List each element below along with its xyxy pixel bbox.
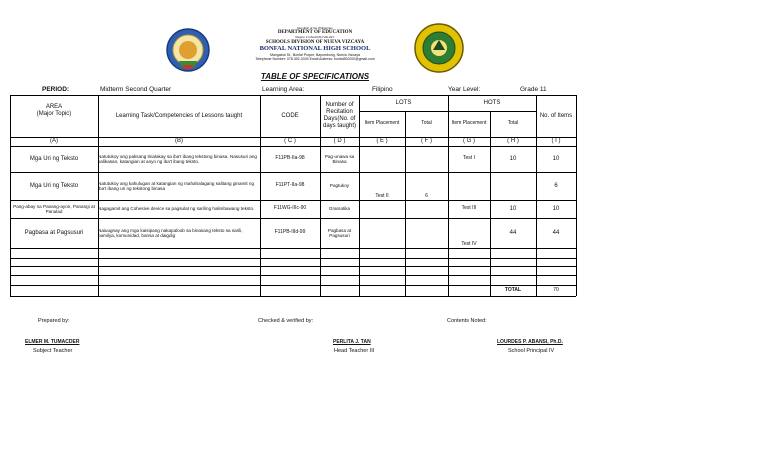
table-rule [320,95,321,296]
school-contact: Telephone Number: 078-392-0330 Email Address: bonfal300200@gmail.com [255,56,375,61]
period-value: Midterm Second Quarter [100,86,172,93]
table-rule [359,95,360,296]
checked-name: PERLITA J. TAN [333,339,371,345]
row-days: Pagtukoy [329,183,350,189]
prepared-name: ELMER M. TUMACDER [25,339,80,345]
row-hots-item: Test I [463,155,475,162]
prepared-label: Prepared by: [38,318,70,324]
noted-label: Contents Noted: [447,318,487,324]
row-code: F11PB-IIId-99 [274,229,306,236]
table-rule [10,266,576,267]
row-code: F11WG-IIIc-90 [273,205,307,212]
prepared-title: Subject Teacher [33,348,73,354]
table-rule [10,258,576,259]
table-rule [10,296,576,297]
row-area: Pang-abay na Panang-ayon, Panangi at Panulad [13,203,95,214]
column-letter: ( F ) [421,138,432,145]
school-seal-icon [413,22,465,74]
column-letter: (A) [50,138,58,145]
division-text: SCHOOLS DIVISION OF NUEVA VIZCAYA [265,39,365,45]
period-label: PERIOD: [42,86,70,93]
total-label: TOTAL [504,286,522,293]
row-num-items: 10 [552,155,560,162]
row-lots-item [359,218,405,248]
row-lots-total [405,200,448,218]
row-code: F11PT-IIa-98 [275,182,305,189]
row-hots-total [490,172,536,200]
row-hots-item [448,172,490,200]
header-lots: LOTS [395,99,412,106]
column-letter: ( I ) [551,138,561,145]
table-rule [10,248,576,249]
header-lots-item: Item Placement [364,120,400,127]
header-hots-total: Total [507,120,519,127]
year-level-value: Grade 11 [520,86,547,93]
header-hots: HOTS [483,99,501,106]
header-competencies: Learning Task/Competencies of Lessons taught [115,112,243,119]
column-letter: ( D ) [333,138,346,145]
table-rule [10,137,576,138]
row-area: Pagbasa at Pagsusuri [24,229,84,236]
total-value: 70 [553,286,559,293]
header-hots-item: Item Placement [451,120,487,127]
noted-name: LOURDES P. ABANSI, Ph.D. [497,339,563,345]
learning-area-label: Learning Area: [262,86,305,93]
row-num-items: 10 [552,205,560,212]
column-letter: ( H ) [507,138,519,145]
republic-text: Republic of the Philippines [297,26,333,30]
row-competency: Nagagamit ang Cohesive device sa pagsulat ng sariling halimbawang teksto. [98,206,255,212]
column-letter: ( G ) [463,138,475,145]
deped-seal-icon [165,27,211,73]
table-rule [10,172,576,173]
row-hots-item: Test III [461,205,477,212]
table-rule [10,285,576,286]
row-lots-total [405,218,448,248]
row-lots-item [359,146,405,172]
header-lots-total: Total [421,120,432,127]
row-days: Pagbasa at Pagsusuri [327,227,352,238]
learning-area-value: Filipino [372,86,393,93]
checked-label: Checked & verified by: [258,318,314,324]
row-area: Mga Uri ng Teksto [29,182,79,189]
header-num-items: No. of Items [539,112,573,119]
header-days: Number of Recitation Days(No. of days taught) [322,102,357,129]
header-code: CODE [281,112,299,119]
table-rule [490,111,491,296]
region-text: Region 2 CAGAYAN VALLEY [295,35,335,40]
column-letter: (B) [175,138,183,145]
table-rule [448,95,449,296]
table-rule [10,218,576,219]
column-letter: ( E ) [376,138,388,145]
header-area: AREA (Major Topic) [36,104,72,117]
table-rule [10,200,576,201]
row-competency: Naiuugnay ang mga kaisipang nakapaloob sa binasang teksto sa sarili, pamilya, komunidad, bansa at daigdig [98,227,243,238]
row-lots-item: Test II [375,193,389,200]
table-rule [536,95,537,296]
row-num-items: 6 [554,182,558,189]
table-rule [576,95,577,296]
table-rule [10,95,11,296]
row-days: Pag-unawa sa Binasa [324,153,355,164]
row-area: Mga Uri ng Teksto [29,155,79,162]
row-hots-total: 10 [509,205,517,212]
table-rule [10,275,576,276]
row-lots-item [359,200,405,218]
row-competency: Natutukoy ang kahulugan at katangian ng mahahalagang salitang ginamit ng iba't ibang uri ng tekstong binasa [98,180,255,191]
row-code: F11PB-IIa-98 [275,155,305,162]
year-level-label: Year Level: [448,86,481,93]
school-address: Mangabot St., Bonfal Proper, Bayombong, Nueva Vizcaya [270,52,360,57]
table-rule [405,111,406,296]
table-rule [98,95,99,296]
row-lots-total [405,146,448,172]
row-competency: Natutukoy ang paksang tinalakay sa iba't ibang tekstong binasa. Nasusuri ang kalikasan, katangian at anyo ng iba't ibang teksto. [98,153,257,164]
table-rule [10,95,576,96]
table-rule [10,146,576,147]
table-rule [260,95,261,296]
checked-title: Head Teacher III [334,348,375,354]
row-hots-total: 44 [509,229,517,236]
row-days: Gramatika [328,206,351,212]
row-lots-total: 6 [425,193,428,200]
department-text: DEPARTMENT OF EDUCATION [277,30,353,36]
table-rule [359,111,536,112]
row-hots-total: 10 [509,155,517,162]
row-hots-item: Test IV [461,241,477,248]
noted-title: School Principal IV [508,348,555,354]
row-num-items: 44 [552,229,560,236]
school-name: BONFAL NATIONAL HIGH SCHOOL [259,45,371,53]
page-title: TABLE OF SPECIFICATIONS [260,72,370,81]
column-letter: ( C ) [284,138,296,145]
